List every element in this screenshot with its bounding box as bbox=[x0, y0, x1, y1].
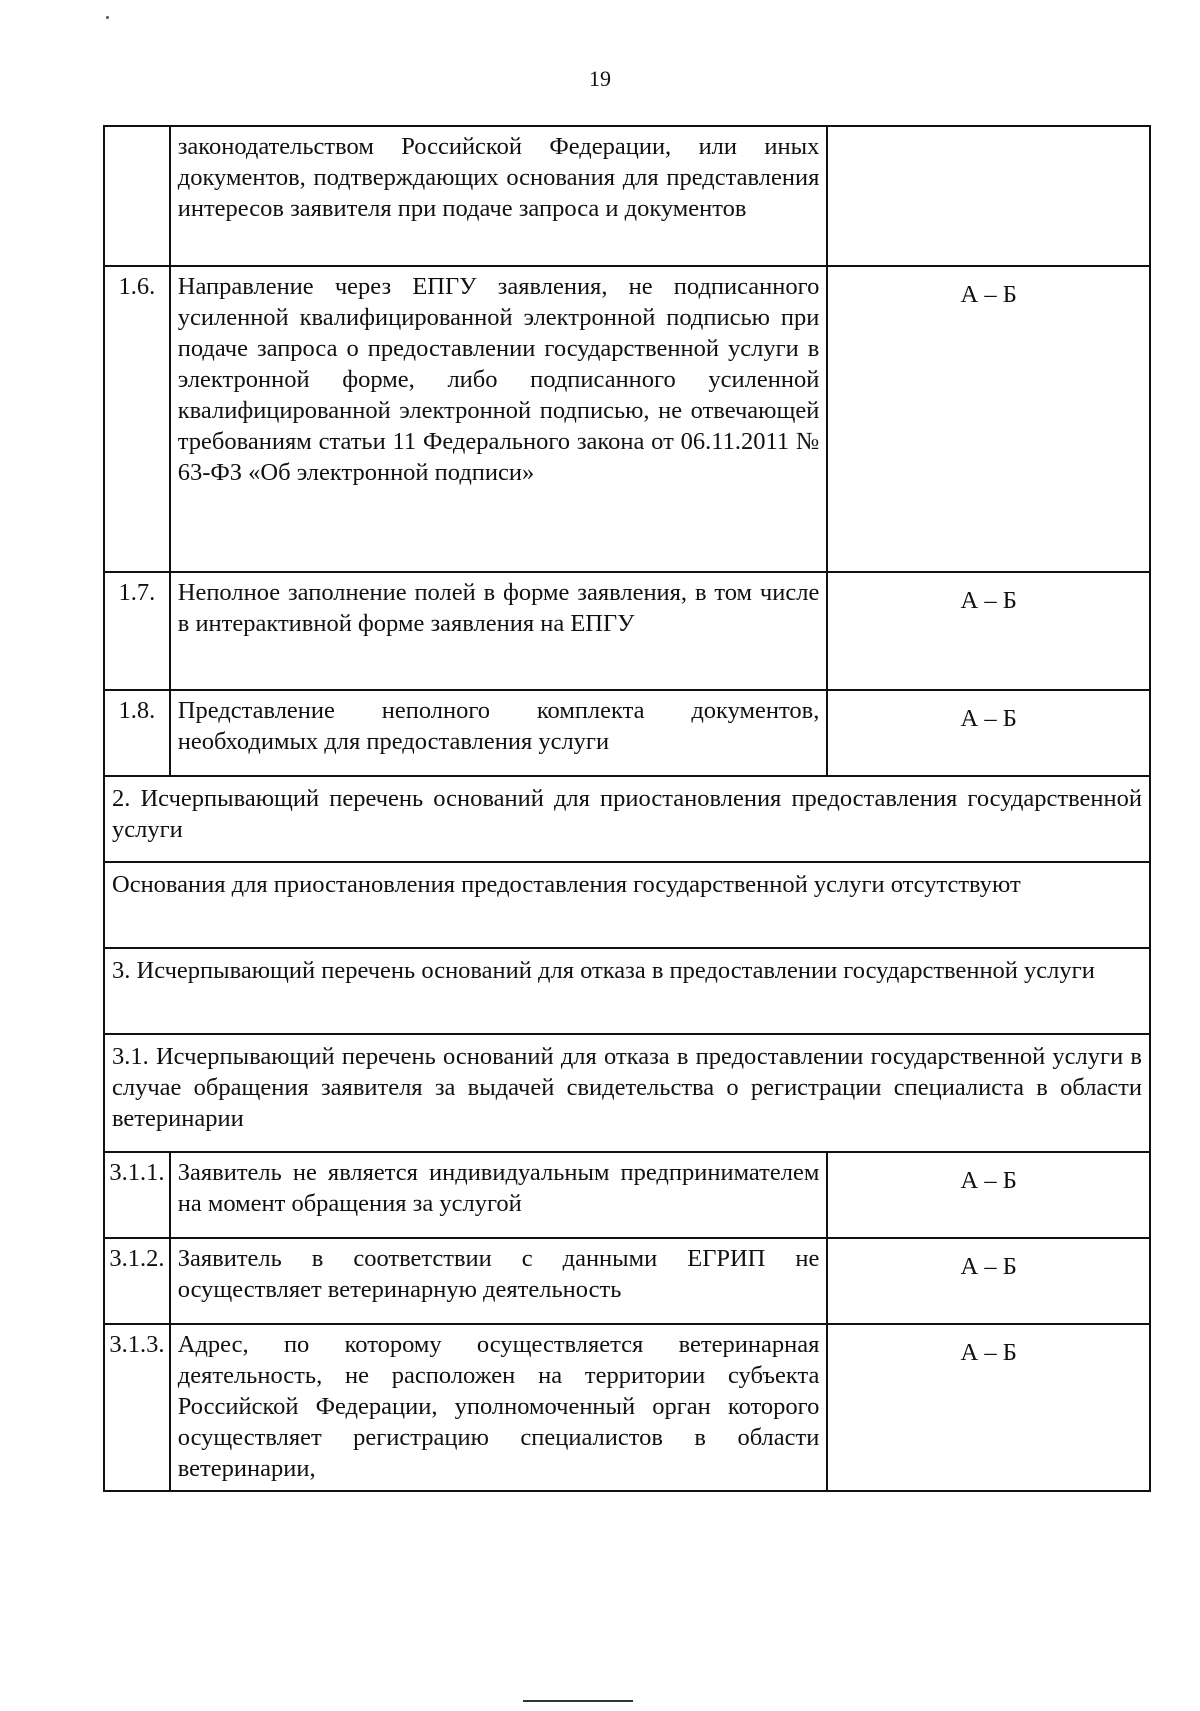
table-row bbox=[104, 1324, 1150, 1491]
section-row bbox=[104, 862, 1150, 948]
scan-speck bbox=[106, 16, 109, 19]
row-code: А – Б bbox=[827, 1238, 1150, 1324]
subsection-heading: 3.1. Исчерпывающий перечень оснований для отказа в предоставлении государственной услуги в случае обращения заявителя за выдачей свидетельства о регистрации специалиста в области ветеринарии bbox=[104, 1034, 1150, 1152]
page-number: 19 bbox=[589, 66, 611, 91]
row-text: Заявитель не является индивидуальным предпринимателем на момент обращения за услугой bbox=[170, 1152, 828, 1238]
section-row bbox=[104, 948, 1150, 1034]
section-text: Основания для приостановления предоставления государственной услуги отсутствуют bbox=[104, 862, 1150, 948]
row-code: А – Б bbox=[827, 690, 1150, 776]
row-code: А – Б bbox=[827, 266, 1150, 572]
row-text: Адрес, по которому осуществляется ветеринарная деятельность, не расположен на территории субъекта Российской Федерации, уполномоченный орган которого осуществляет регистрацию специалистов в области ветеринарии, bbox=[170, 1324, 828, 1491]
row-text: Направление через ЕПГУ заявления, не подписанного усиленной квалифицированной электронной подписью при подаче запроса о предоставлении государственной услуги в электронной форме, либо подписанного усиленной квалифицированной электронной подписью, не отвечающей требованиям статьи 11 Федерального закона от 06.11.2011 № 63-ФЗ «Об электронной подписи» bbox=[170, 266, 828, 572]
row-number: 1.8. bbox=[104, 690, 170, 776]
row-code bbox=[827, 126, 1150, 266]
row-number: 1.7. bbox=[104, 572, 170, 690]
bottom-rule bbox=[523, 1700, 633, 1702]
table-row bbox=[104, 1238, 1150, 1324]
table-row bbox=[104, 690, 1150, 776]
row-code: А – Б bbox=[827, 1324, 1150, 1491]
row-code: А – Б bbox=[827, 1152, 1150, 1238]
row-number: 3.1.2. bbox=[104, 1238, 170, 1324]
table-row bbox=[104, 572, 1150, 690]
table-row bbox=[104, 266, 1150, 572]
section-heading: 3. Исчерпывающий перечень оснований для отказа в предоставлении государственной услуги bbox=[104, 948, 1150, 1034]
row-text: Представление неполного комплекта документов, необходимых для предоставления услуги bbox=[170, 690, 828, 776]
row-text: Заявитель в соответствии с данными ЕГРИП не осуществляет ветеринарную деятельность bbox=[170, 1238, 828, 1324]
row-number: 3.1.1. bbox=[104, 1152, 170, 1238]
row-number bbox=[104, 126, 170, 266]
table-row bbox=[104, 126, 1150, 266]
table-row bbox=[104, 1152, 1150, 1238]
row-code: А – Б bbox=[827, 572, 1150, 690]
row-number: 3.1.3. bbox=[104, 1324, 170, 1491]
grounds-table bbox=[103, 125, 1151, 1492]
row-text: законодательством Российской Федерации, или иных документов, подтверждающих основания для представления интересов заявителя при подаче запроса и документов bbox=[170, 126, 828, 266]
row-number: 1.6. bbox=[104, 266, 170, 572]
section-row bbox=[104, 776, 1150, 862]
section-row bbox=[104, 1034, 1150, 1152]
section-heading: 2. Исчерпывающий перечень оснований для приостановления предоставления государственной услуги bbox=[104, 776, 1150, 862]
row-text: Неполное заполнение полей в форме заявления, в том числе в интерактивной форме заявления на ЕПГУ bbox=[170, 572, 828, 690]
